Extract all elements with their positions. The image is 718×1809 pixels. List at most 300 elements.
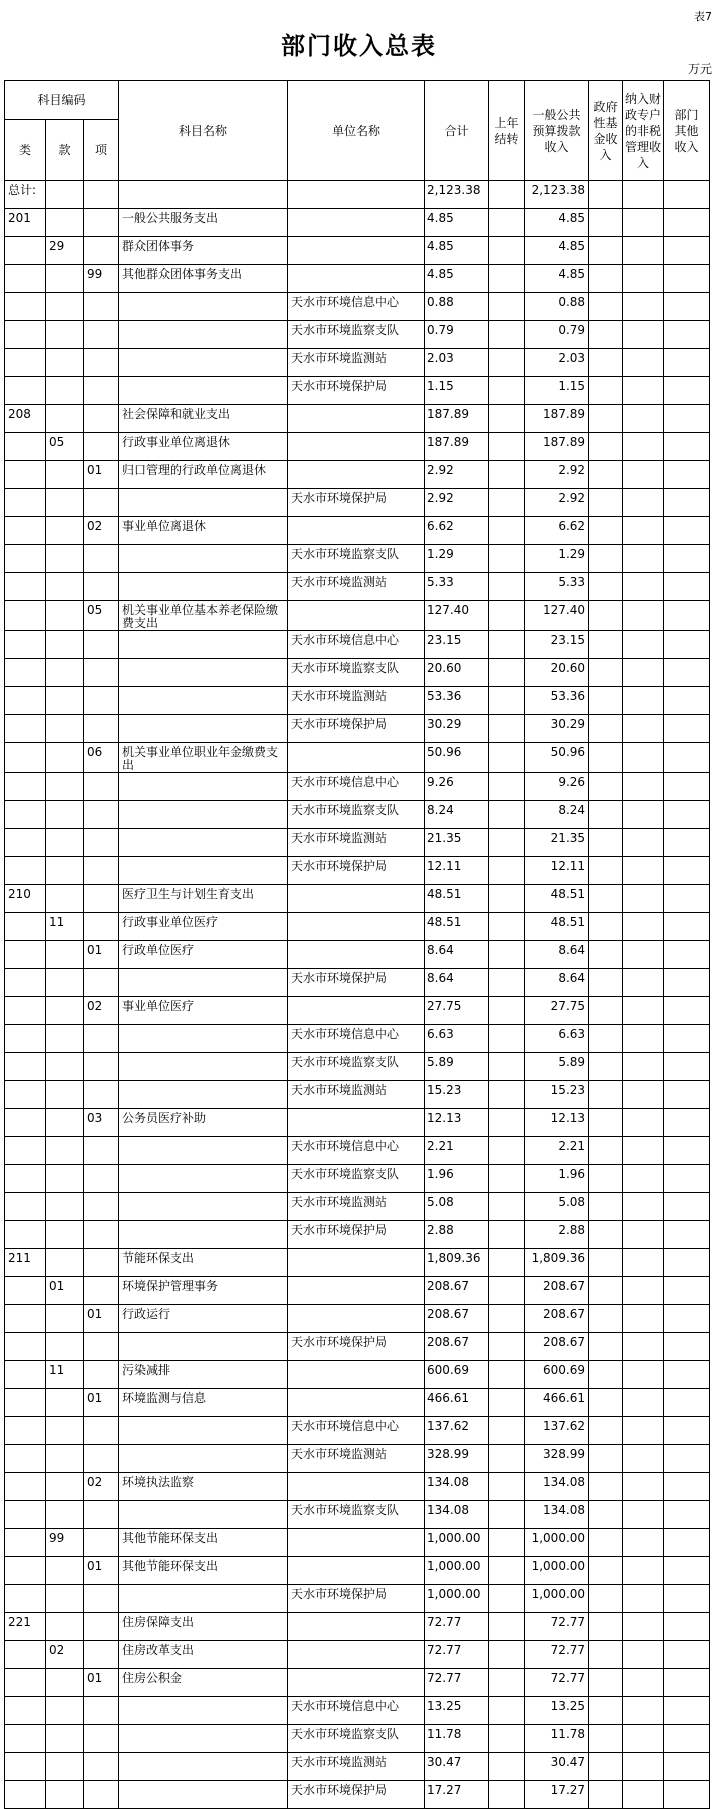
cell-carryover [489, 1249, 525, 1277]
cell-unit-name [288, 209, 425, 237]
cell-total: 208.67 [425, 1333, 489, 1361]
cell-general-budget: 5.33 [525, 573, 589, 601]
cell-kuan [46, 1025, 84, 1053]
cell-subject-name [119, 801, 288, 829]
cell-general-budget: 1,000.00 [525, 1529, 589, 1557]
cell-gov-fund [589, 601, 623, 631]
cell-total: 9.26 [425, 773, 489, 801]
cell-subject-name [119, 293, 288, 321]
table-row [5, 1613, 710, 1641]
cell-fiscal-special [623, 433, 664, 461]
cell-xiang [84, 209, 119, 237]
cell-fiscal-special [623, 489, 664, 517]
cell-subject-name [119, 489, 288, 517]
cell-gov-fund [589, 773, 623, 801]
cell-carryover [489, 1557, 525, 1585]
cell-gov-fund [589, 941, 623, 969]
cell-kuan: 01 [46, 1277, 84, 1305]
table-row [5, 687, 710, 715]
cell-unit-name: 天水市环境监察支队 [288, 1501, 425, 1529]
cell-xiang [84, 829, 119, 857]
cell-general-budget: 72.77 [525, 1641, 589, 1669]
table-row [5, 969, 710, 997]
cell-other-income [664, 829, 710, 857]
cell-lei [5, 349, 46, 377]
cell-fiscal-special [623, 1053, 664, 1081]
cell-general-budget: 72.77 [525, 1669, 589, 1697]
cell-xiang [84, 1725, 119, 1753]
cell-carryover [489, 1781, 525, 1809]
cell-subject-name [119, 1781, 288, 1809]
table-row [5, 1221, 710, 1249]
cell-unit-name [288, 1361, 425, 1389]
table-row [5, 659, 710, 687]
cell-total: 23.15 [425, 631, 489, 659]
cell-subject-name [119, 181, 288, 209]
cell-xiang [84, 801, 119, 829]
table-row [5, 573, 710, 601]
cell-total: 2,123.38 [425, 181, 489, 209]
cell-xiang [84, 377, 119, 405]
cell-subject-name [119, 1501, 288, 1529]
cell-gov-fund [589, 461, 623, 489]
cell-kuan [46, 743, 84, 773]
cell-gov-fund [589, 715, 623, 743]
cell-subject-name: 社会保障和就业支出 [119, 405, 288, 433]
cell-lei [5, 1081, 46, 1109]
cell-fiscal-special [623, 941, 664, 969]
cell-subject-name: 医疗卫生与计划生育支出 [119, 885, 288, 913]
cell-unit-name [288, 1529, 425, 1557]
cell-fiscal-special [623, 1305, 664, 1333]
cell-carryover [489, 1025, 525, 1053]
header-unit-name: 单位名称 [288, 81, 425, 181]
cell-unit-name: 天水市环境保护局 [288, 857, 425, 885]
cell-unit-name: 天水市环境信息中心 [288, 293, 425, 321]
cell-lei [5, 773, 46, 801]
cell-fiscal-special [623, 1585, 664, 1613]
cell-other-income [664, 1361, 710, 1389]
table-row [5, 545, 710, 573]
cell-other-income [664, 461, 710, 489]
cell-kuan [46, 1193, 84, 1221]
cell-general-budget: 1.15 [525, 377, 589, 405]
cell-xiang: 03 [84, 1109, 119, 1137]
cell-other-income [664, 1193, 710, 1221]
cell-unit-name: 天水市环境保护局 [288, 1781, 425, 1809]
cell-fiscal-special [623, 1165, 664, 1193]
cell-general-budget: 0.79 [525, 321, 589, 349]
cell-fiscal-special [623, 659, 664, 687]
cell-kuan [46, 1753, 84, 1781]
cell-other-income [664, 941, 710, 969]
cell-kuan [46, 293, 84, 321]
cell-carryover [489, 321, 525, 349]
cell-carryover [489, 1053, 525, 1081]
cell-subject-name [119, 1137, 288, 1165]
unit-label: 万元 [687, 62, 712, 76]
cell-general-budget: 328.99 [525, 1445, 589, 1473]
cell-kuan [46, 885, 84, 913]
cell-xiang [84, 293, 119, 321]
cell-total: 6.63 [425, 1025, 489, 1053]
cell-general-budget: 30.47 [525, 1753, 589, 1781]
cell-kuan [46, 377, 84, 405]
cell-lei [5, 1165, 46, 1193]
table-row [5, 1557, 710, 1585]
cell-subject-name: 住房改革支出 [119, 1641, 288, 1669]
table-row [5, 237, 710, 265]
cell-total: 2.03 [425, 349, 489, 377]
cell-kuan [46, 857, 84, 885]
cell-general-budget: 30.29 [525, 715, 589, 743]
cell-fiscal-special [623, 1137, 664, 1165]
cell-unit-name: 天水市环境信息中心 [288, 1137, 425, 1165]
cell-general-budget: 12.11 [525, 857, 589, 885]
cell-kuan [46, 1725, 84, 1753]
cell-general-budget: 2.92 [525, 461, 589, 489]
cell-gov-fund [589, 1025, 623, 1053]
cell-carryover [489, 1641, 525, 1669]
cell-carryover [489, 573, 525, 601]
cell-xiang [84, 1277, 119, 1305]
cell-lei: 221 [5, 1613, 46, 1641]
cell-subject-name: 机关事业单位基本养老保险缴费支出 [119, 601, 288, 631]
cell-lei [5, 1333, 46, 1361]
cell-total: 2.92 [425, 461, 489, 489]
cell-total: 48.51 [425, 913, 489, 941]
cell-lei: 201 [5, 209, 46, 237]
cell-fiscal-special [623, 349, 664, 377]
cell-other-income [664, 349, 710, 377]
cell-gov-fund [589, 1725, 623, 1753]
cell-carryover [489, 687, 525, 715]
table-row [5, 913, 710, 941]
table-row [5, 1277, 710, 1305]
cell-gov-fund [589, 1053, 623, 1081]
cell-total: 1,000.00 [425, 1585, 489, 1613]
cell-fiscal-special [623, 997, 664, 1025]
table-row [5, 517, 710, 545]
cell-gov-fund [589, 1781, 623, 1809]
cell-carryover [489, 1445, 525, 1473]
cell-gov-fund [589, 1081, 623, 1109]
cell-carryover [489, 209, 525, 237]
cell-xiang [84, 545, 119, 573]
cell-total: 134.08 [425, 1473, 489, 1501]
cell-xiang [84, 659, 119, 687]
cell-unit-name [288, 1249, 425, 1277]
cell-total: 15.23 [425, 1081, 489, 1109]
cell-kuan [46, 461, 84, 489]
cell-unit-name [288, 601, 425, 631]
cell-other-income [664, 885, 710, 913]
cell-lei [5, 1753, 46, 1781]
cell-xiang [84, 1641, 119, 1669]
cell-unit-name: 天水市环境监察支队 [288, 659, 425, 687]
cell-xiang [84, 631, 119, 659]
cell-kuan [46, 1697, 84, 1725]
cell-unit-name: 天水市环境监测站 [288, 349, 425, 377]
table-row [5, 1137, 710, 1165]
header-subject-name: 科目名称 [119, 81, 288, 181]
cell-subject-name [119, 545, 288, 573]
cell-other-income [664, 1501, 710, 1529]
cell-carryover [489, 913, 525, 941]
cell-lei [5, 461, 46, 489]
cell-xiang: 01 [84, 1389, 119, 1417]
cell-lei [5, 913, 46, 941]
cell-fiscal-special [623, 743, 664, 773]
cell-general-budget: 72.77 [525, 1613, 589, 1641]
cell-lei [5, 601, 46, 631]
cell-gov-fund [589, 687, 623, 715]
cell-other-income [664, 997, 710, 1025]
cell-xiang [84, 773, 119, 801]
cell-fiscal-special [623, 829, 664, 857]
cell-subject-name [119, 1725, 288, 1753]
cell-total: 187.89 [425, 405, 489, 433]
cell-carryover [489, 601, 525, 631]
cell-gov-fund [589, 1613, 623, 1641]
cell-total: 0.79 [425, 321, 489, 349]
cell-kuan [46, 1781, 84, 1809]
cell-carryover [489, 1333, 525, 1361]
cell-other-income [664, 545, 710, 573]
cell-carryover [489, 237, 525, 265]
cell-unit-name: 天水市环境信息中心 [288, 773, 425, 801]
cell-total: 1.15 [425, 377, 489, 405]
cell-unit-name: 天水市环境信息中心 [288, 1417, 425, 1445]
cell-lei [5, 1697, 46, 1725]
cell-gov-fund [589, 1305, 623, 1333]
cell-total: 6.62 [425, 517, 489, 545]
cell-xiang: 02 [84, 1473, 119, 1501]
table-row [5, 321, 710, 349]
cell-general-budget: 2,123.38 [525, 181, 589, 209]
cell-fiscal-special [623, 1781, 664, 1809]
table-row [5, 715, 710, 743]
cell-general-budget: 0.88 [525, 293, 589, 321]
cell-carryover [489, 941, 525, 969]
cell-other-income [664, 1109, 710, 1137]
cell-carryover [489, 1529, 525, 1557]
cell-fiscal-special [623, 1081, 664, 1109]
cell-gov-fund [589, 377, 623, 405]
cell-general-budget: 5.08 [525, 1193, 589, 1221]
cell-xiang: 01 [84, 941, 119, 969]
cell-carryover [489, 377, 525, 405]
cell-kuan [46, 573, 84, 601]
cell-lei: 210 [5, 885, 46, 913]
cell-xiang: 01 [84, 1305, 119, 1333]
cell-unit-name: 天水市环境监测站 [288, 573, 425, 601]
cell-other-income [664, 773, 710, 801]
cell-general-budget: 48.51 [525, 885, 589, 913]
table-row [5, 1753, 710, 1781]
cell-total: 12.11 [425, 857, 489, 885]
cell-total: 30.47 [425, 1753, 489, 1781]
table-row [5, 1781, 710, 1809]
cell-xiang [84, 857, 119, 885]
cell-kuan [46, 631, 84, 659]
cell-general-budget: 11.78 [525, 1725, 589, 1753]
cell-other-income [664, 1165, 710, 1193]
cell-carryover [489, 885, 525, 913]
cell-total: 50.96 [425, 743, 489, 773]
cell-carryover [489, 1193, 525, 1221]
cell-gov-fund [589, 1641, 623, 1669]
cell-gov-fund [589, 489, 623, 517]
cell-xiang [84, 1137, 119, 1165]
cell-total: 208.67 [425, 1277, 489, 1305]
cell-total: 1,000.00 [425, 1529, 489, 1557]
header-gov-fund: 政府性基金收入 [589, 81, 623, 181]
cell-subject-name [119, 773, 288, 801]
cell-gov-fund [589, 237, 623, 265]
table-row [5, 209, 710, 237]
cell-fiscal-special [623, 913, 664, 941]
cell-unit-name [288, 461, 425, 489]
cell-general-budget: 8.64 [525, 969, 589, 997]
table-row [5, 743, 710, 773]
table-row [5, 1333, 710, 1361]
cell-carryover [489, 461, 525, 489]
table-row [5, 1361, 710, 1389]
cell-subject-name [119, 1025, 288, 1053]
cell-general-budget: 13.25 [525, 1697, 589, 1725]
cell-subject-name [119, 659, 288, 687]
cell-fiscal-special [623, 1669, 664, 1697]
cell-other-income [664, 1641, 710, 1669]
cell-subject-name [119, 1333, 288, 1361]
cell-kuan [46, 209, 84, 237]
cell-general-budget: 9.26 [525, 773, 589, 801]
cell-xiang [84, 1249, 119, 1277]
cell-carryover [489, 1697, 525, 1725]
cell-gov-fund [589, 1249, 623, 1277]
cell-carryover [489, 293, 525, 321]
cell-xiang [84, 349, 119, 377]
cell-fiscal-special [623, 517, 664, 545]
cell-general-budget: 208.67 [525, 1333, 589, 1361]
cell-unit-name: 天水市环境保护局 [288, 1333, 425, 1361]
cell-unit-name: 天水市环境信息中心 [288, 1697, 425, 1725]
cell-gov-fund [589, 265, 623, 293]
cell-xiang [84, 1081, 119, 1109]
cell-other-income [664, 913, 710, 941]
cell-subject-name [119, 321, 288, 349]
cell-total: 2.88 [425, 1221, 489, 1249]
cell-kuan [46, 321, 84, 349]
cell-other-income [664, 377, 710, 405]
table-row [5, 601, 710, 631]
cell-lei [5, 1025, 46, 1053]
cell-subject-name: 行政事业单位离退休 [119, 433, 288, 461]
cell-gov-fund [589, 885, 623, 913]
cell-kuan [46, 601, 84, 631]
cell-gov-fund [589, 1193, 623, 1221]
cell-lei [5, 265, 46, 293]
cell-kuan: 05 [46, 433, 84, 461]
cell-lei [5, 1445, 46, 1473]
cell-xiang: 01 [84, 1557, 119, 1585]
cell-carryover [489, 631, 525, 659]
cell-general-budget: 466.61 [525, 1389, 589, 1417]
cell-kuan [46, 545, 84, 573]
table-row [5, 1109, 710, 1137]
cell-xiang [84, 913, 119, 941]
cell-other-income [664, 1781, 710, 1809]
cell-carryover [489, 997, 525, 1025]
table-row [5, 181, 710, 209]
table-row [5, 1697, 710, 1725]
cell-total: 208.67 [425, 1305, 489, 1333]
cell-carryover [489, 489, 525, 517]
cell-kuan [46, 181, 84, 209]
cell-total: 127.40 [425, 601, 489, 631]
cell-lei [5, 1109, 46, 1137]
cell-xiang [84, 1781, 119, 1809]
table-row [5, 1249, 710, 1277]
cell-kuan [46, 517, 84, 545]
table-row [5, 1193, 710, 1221]
table-row [5, 1025, 710, 1053]
cell-xiang [84, 405, 119, 433]
cell-gov-fund [589, 913, 623, 941]
cell-gov-fund [589, 1361, 623, 1389]
cell-lei [5, 1137, 46, 1165]
cell-xiang [84, 687, 119, 715]
table-row [5, 997, 710, 1025]
table-row [5, 349, 710, 377]
cell-unit-name [288, 237, 425, 265]
cell-xiang: 99 [84, 265, 119, 293]
cell-lei [5, 573, 46, 601]
cell-general-budget: 1,809.36 [525, 1249, 589, 1277]
cell-general-budget: 53.36 [525, 687, 589, 715]
cell-unit-name [288, 517, 425, 545]
cell-lei [5, 489, 46, 517]
cell-other-income [664, 1529, 710, 1557]
table-row [5, 377, 710, 405]
cell-xiang [84, 1613, 119, 1641]
cell-xiang [84, 321, 119, 349]
cell-kuan [46, 687, 84, 715]
cell-carryover [489, 1165, 525, 1193]
cell-fiscal-special [623, 321, 664, 349]
cell-xiang [84, 1585, 119, 1613]
cell-other-income [664, 237, 710, 265]
cell-kuan [46, 1389, 84, 1417]
cell-gov-fund [589, 659, 623, 687]
cell-unit-name: 天水市环境信息中心 [288, 1025, 425, 1053]
cell-kuan [46, 1557, 84, 1585]
cell-xiang [84, 1529, 119, 1557]
cell-general-budget: 12.13 [525, 1109, 589, 1137]
table-row [5, 1669, 710, 1697]
cell-fiscal-special [623, 857, 664, 885]
table-row [5, 1473, 710, 1501]
cell-total: 8.64 [425, 941, 489, 969]
cell-fiscal-special [623, 1697, 664, 1725]
cell-fiscal-special [623, 1109, 664, 1137]
cell-total: 72.77 [425, 1641, 489, 1669]
cell-total: 27.75 [425, 997, 489, 1025]
cell-general-budget: 187.89 [525, 433, 589, 461]
cell-carryover [489, 969, 525, 997]
header-fiscal-special: 纳入财政专户的非税管理收入 [623, 81, 664, 181]
